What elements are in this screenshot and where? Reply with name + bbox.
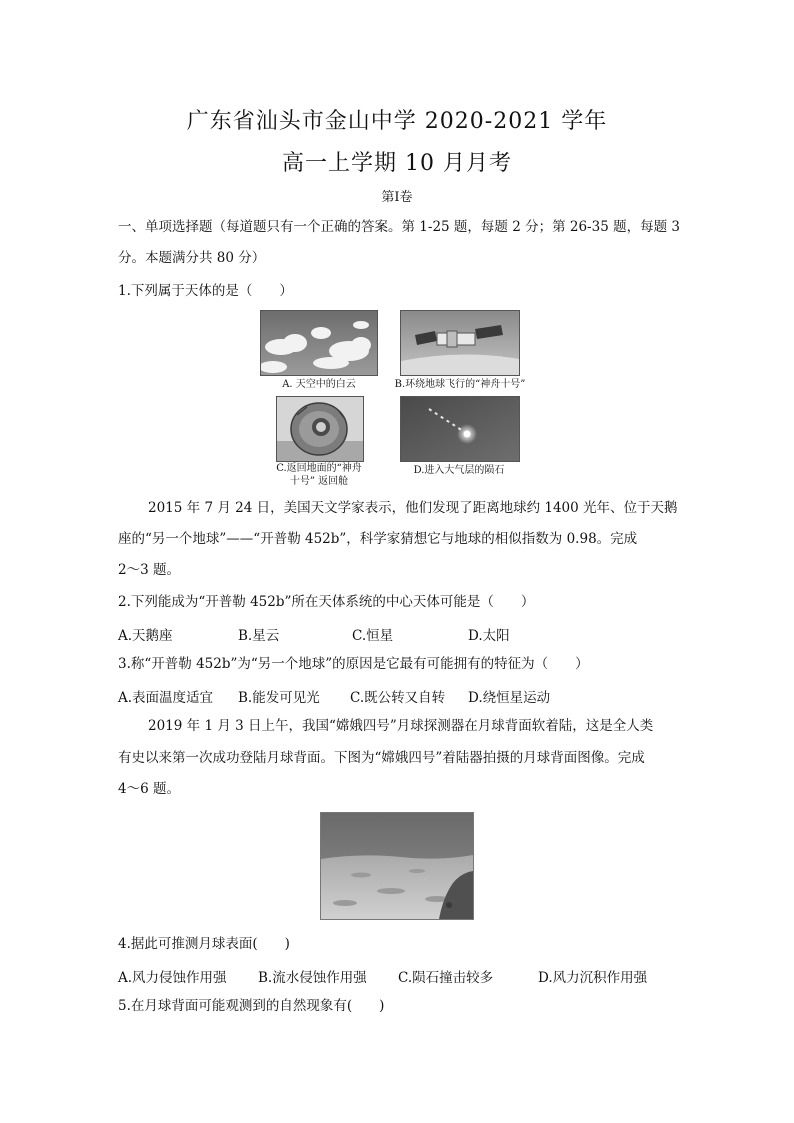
question-3-stem: 3.称“开普勒 452b”为“另一个地球”的原因是它最有可能拥有的特征为（ ）: [118, 656, 589, 672]
spacecraft-image: [400, 310, 520, 376]
exam-subtitle: 高一上学期 10 月月考: [282, 151, 512, 176]
question-4-stem: 4.据此可推测月球表面( ): [118, 936, 290, 952]
exam-title: 广东省汕头市金山中学 2020-2021 学年: [186, 109, 608, 134]
q2-option-a: A.天鹅座: [118, 628, 173, 644]
q4-option-a: A.风力侵蚀作用强: [118, 970, 227, 986]
caption-b: B.环绕地球飞行的“神舟十号”: [394, 379, 526, 390]
q4-option-b: B.流水侵蚀作用强: [258, 970, 367, 986]
meteor-image: [400, 396, 520, 462]
question-2-stem: 2.下列能成为“开普勒 452b”所在天体系统的中心天体可能是（ ）: [118, 594, 535, 610]
moon-surface-image: [320, 812, 474, 920]
q3-option-b: B.能发可见光: [238, 690, 320, 706]
clouds-image: [260, 310, 378, 376]
caption-c-line1: C.返回地面的“神舟: [276, 463, 362, 474]
section-instructions-line1: 一、单项选择题（每道题只有一个正确的答案。第 1-25 题，每题 2 分；第 26-35 题，每题 3: [118, 219, 680, 235]
caption-d: D.进入大气层的陨石: [413, 465, 505, 476]
q3-option-c: C.既公转又自转: [350, 690, 446, 706]
q4-option-c: C.陨石撞击较多: [398, 970, 494, 986]
caption-a: A. 天空中的白云: [282, 379, 356, 390]
section-instructions-line2: 分。本题满分共 80 分）: [118, 250, 266, 266]
q4-option-d: D.风力沉积作用强: [538, 970, 648, 986]
passage-1-line3: 2～3 题。: [118, 562, 180, 578]
question-1-stem: 1.下列属于天体的是（ ）: [118, 283, 293, 299]
question-5-stem: 5.在月球背面可能观测到的自然现象有( ): [118, 998, 385, 1014]
volume-label: 第Ⅰ卷: [381, 190, 413, 205]
passage-1-line1: 2015 年 7 月 24 日，美国天文学家表示，他们发现了距离地球约 1400 光年、位于天鹅: [148, 500, 678, 516]
passage-1-line2: 座的“另一个地球”——“开普勒 452b”，科学家猜想它与地球的相似指数为 0.98。完成: [118, 531, 638, 547]
capsule-image: [276, 396, 364, 462]
q2-option-d: D.太阳: [468, 628, 510, 644]
passage-2-line2: 有史以来第一次成功登陆月球背面。下图为“嫦娥四号”着陆器拍摄的月球背面图像。完成: [118, 750, 645, 766]
passage-2-line3: 4～6 题。: [118, 781, 180, 797]
q3-option-d: D.绕恒星运动: [468, 690, 551, 706]
caption-c-line2: 十号” 返回舱: [289, 476, 349, 487]
q2-option-b: B.星云: [238, 628, 280, 644]
q3-option-a: A.表面温度适宜: [118, 690, 214, 706]
passage-2-line1: 2019 年 1 月 3 日上午，我国“嫦娥四号”月球探测器在月球背面软着陆，这是全人类: [148, 718, 654, 734]
q2-option-c: C.恒星: [352, 628, 394, 644]
